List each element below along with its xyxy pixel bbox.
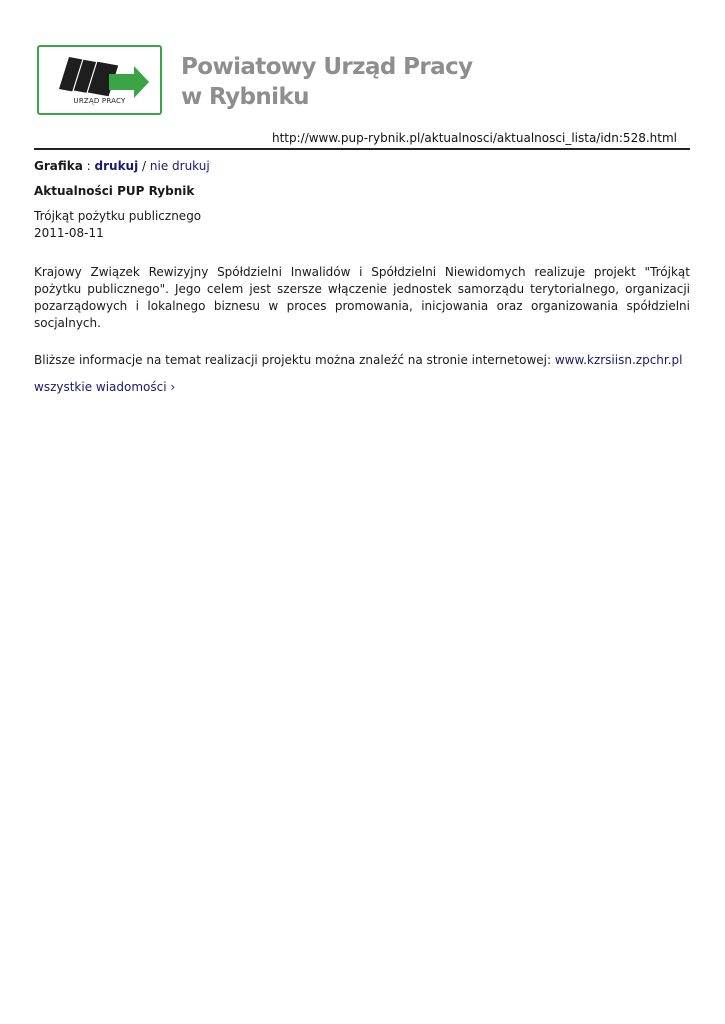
article-title: Trójkąt pożytku publicznego [34,209,202,223]
main-content [34,158,690,396]
header-divider [34,148,690,150]
project-website-link[interactable]: www.kzrsiisn.zpchr.pl [554,353,683,367]
print-link[interactable]: drukuj [94,159,139,173]
brand-line-2: w Rybniku [181,84,309,110]
print-options-label: Grafika [34,159,83,173]
brand-name [181,52,473,112]
more-info-text: Bliższe informacje na temat realizacji projektu można znaleźć na stronie internetowej: [34,353,555,367]
section-title: Aktualności PUP Rybnik [34,184,195,198]
article-date: 2011-08-11 [34,226,104,240]
print-options-separator: : [82,159,95,173]
logo[interactable] [37,45,162,115]
page-url: http://www.pup-rybnik.pl/aktualnosci/aktualnosci_lista/idn:528.html [271,131,677,145]
more-info [34,352,690,369]
brand-line-1: Powiatowy Urząd Pracy [181,54,473,80]
logo-caption: URZĄD PRACY [73,97,126,105]
article-body: Krajowy Związek Rewizyjny Spółdzielni Inwalidów i Spółdzielni Niewidomych realizuje projekt "Trójkąt pożytku publicznego". Jego celem jest szersze włączenie jednostek samorządu terytorialnego, organizacji pozarządowych i lokalnego biznesu w proces promowania, inicjowania oraz organizowania spółdzielni socjalnych. [34,265,690,330]
print-options [34,158,690,175]
print-options-slash: / [138,159,150,173]
all-news-link[interactable]: wszystkie wiadomości › [34,380,176,394]
no-print-link[interactable]: nie drukuj [149,159,210,173]
